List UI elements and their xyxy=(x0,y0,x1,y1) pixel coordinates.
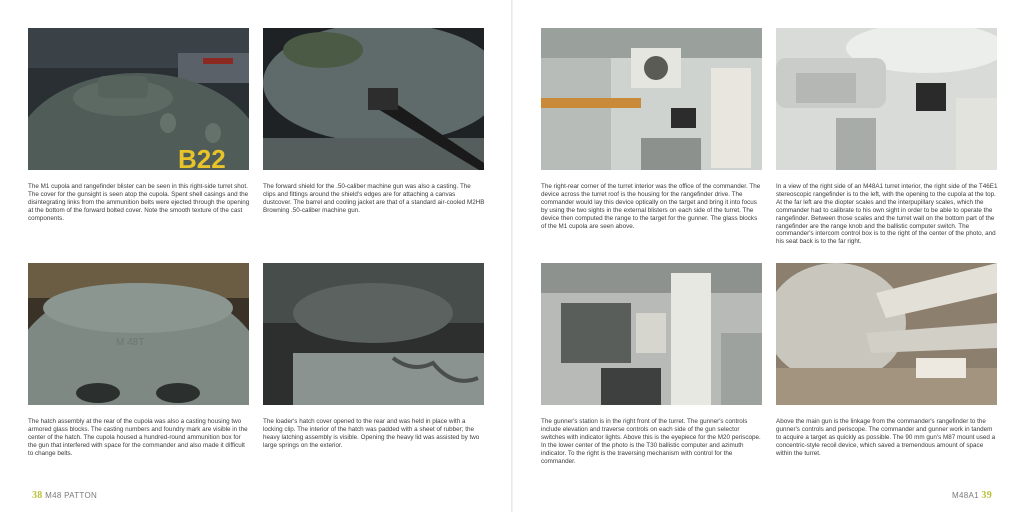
machine-gun-shield-photo xyxy=(263,28,484,170)
photo-caption: The hatch assembly at the rear of the cupola was also a casting housing two armored glass blocks. The casting numbers and foundry mark are visible in the center of the hatch. The cupola housed a hundred-round ammunition box for the gun that interfered with space for the commander and also made it difficult to change belts. xyxy=(28,418,248,457)
main-gun-linkage-photo xyxy=(776,263,997,405)
photo-caption: The forward shield for the .50-caliber machine gun was also a casting. The clips and fittings around the shield's edges are for attaching a canvas dustcover. The barrel and cooling jacket are that of a standard air-cooled M2HB Browning .50-caliber machine gun. xyxy=(263,183,485,214)
page-gutter xyxy=(511,0,513,512)
loader-hatch-photo xyxy=(263,263,484,405)
running-title: M48A1 xyxy=(952,491,979,500)
rear-cupola-hatch-photo xyxy=(28,263,249,405)
svg-text:M 48T: M 48T xyxy=(116,337,145,348)
svg-text:B22: B22 xyxy=(178,144,226,170)
photo-caption: The M1 cupola and rangefinder blister can be seen in this right-side turret shot. The cover for the gunsight is seen atop the cupola. Spent shell casings and the disintegrating links from the ammunition belts were ejected through the opening at the bottom of the forward bolted cover. Note the smooth texture of the cast components. xyxy=(28,183,250,222)
photo-caption: The loader's hatch cover opened to the rear and was held in place with a locking clip. The interior of the hatch was padded with a sheet of rubber; the heavy latching assembly is visible. Opening the heavy lid was assisted by two large springs on the exterior. xyxy=(263,418,480,449)
turret-cupola-exterior-photo xyxy=(28,28,249,170)
rangefinder-interior-photo xyxy=(776,28,997,170)
gunner-station-photo xyxy=(541,263,762,405)
turret-interior-rear-photo xyxy=(541,28,762,170)
photo-caption: The gunner's station is in the right front of the turret. The gunner's controls include elevation and traverse controls on each side of the gun selector switches with indicator lights. Above this is the eyepiece for the M20 periscope. In the lower center of the photo is the T30 ballistic computer and azimuth indicator. To the right is the traversing mechanism with control for the commander. xyxy=(541,418,761,465)
left-page-folio xyxy=(32,490,97,501)
page-number: 38 xyxy=(32,490,43,501)
photo-caption: Above the main gun is the linkage from the commander's rangefinder to the gunner's controls and periscope. The commander and gunner work in tandem to acquire a target as quickly as possible. The 90 mm gun's M87 mount used a concentric-style recoil device, which saved a tremendous amount of space within the turret. xyxy=(776,418,996,457)
running-title: M48 PATTON xyxy=(45,491,98,500)
page-number: 39 xyxy=(981,490,992,501)
photo-caption: In a view of the right side of an M48A1 turret interior, the right side of the T46E1 stereoscopic rangefinder is to the left, with the opening to the cupola at the top. At the far left are the diopter scales and the interpupillary scales, which the commander had to calibrate to his own sight in order to be able to operate the rangefinder. Between those scales and the turret wall on the bottom part of the rangefinder are the range knob and the ballistic computer switch. The commander's intercom control box is to the right of the center of the photo, and his seat back is to the far right. xyxy=(776,183,998,246)
right-page-folio xyxy=(952,490,992,501)
photo-caption: The right-rear corner of the turret interior was the office of the commander. The device across the turret roof is the housing for the rangefinder drive. The commander would lay this device optically on the target and bring it into focus by using the two sights in the external blisters on each side of the turret. The device then computed the range to the target for the gunner. The glass blocks of the M1 cupola are seen above. xyxy=(541,183,761,230)
